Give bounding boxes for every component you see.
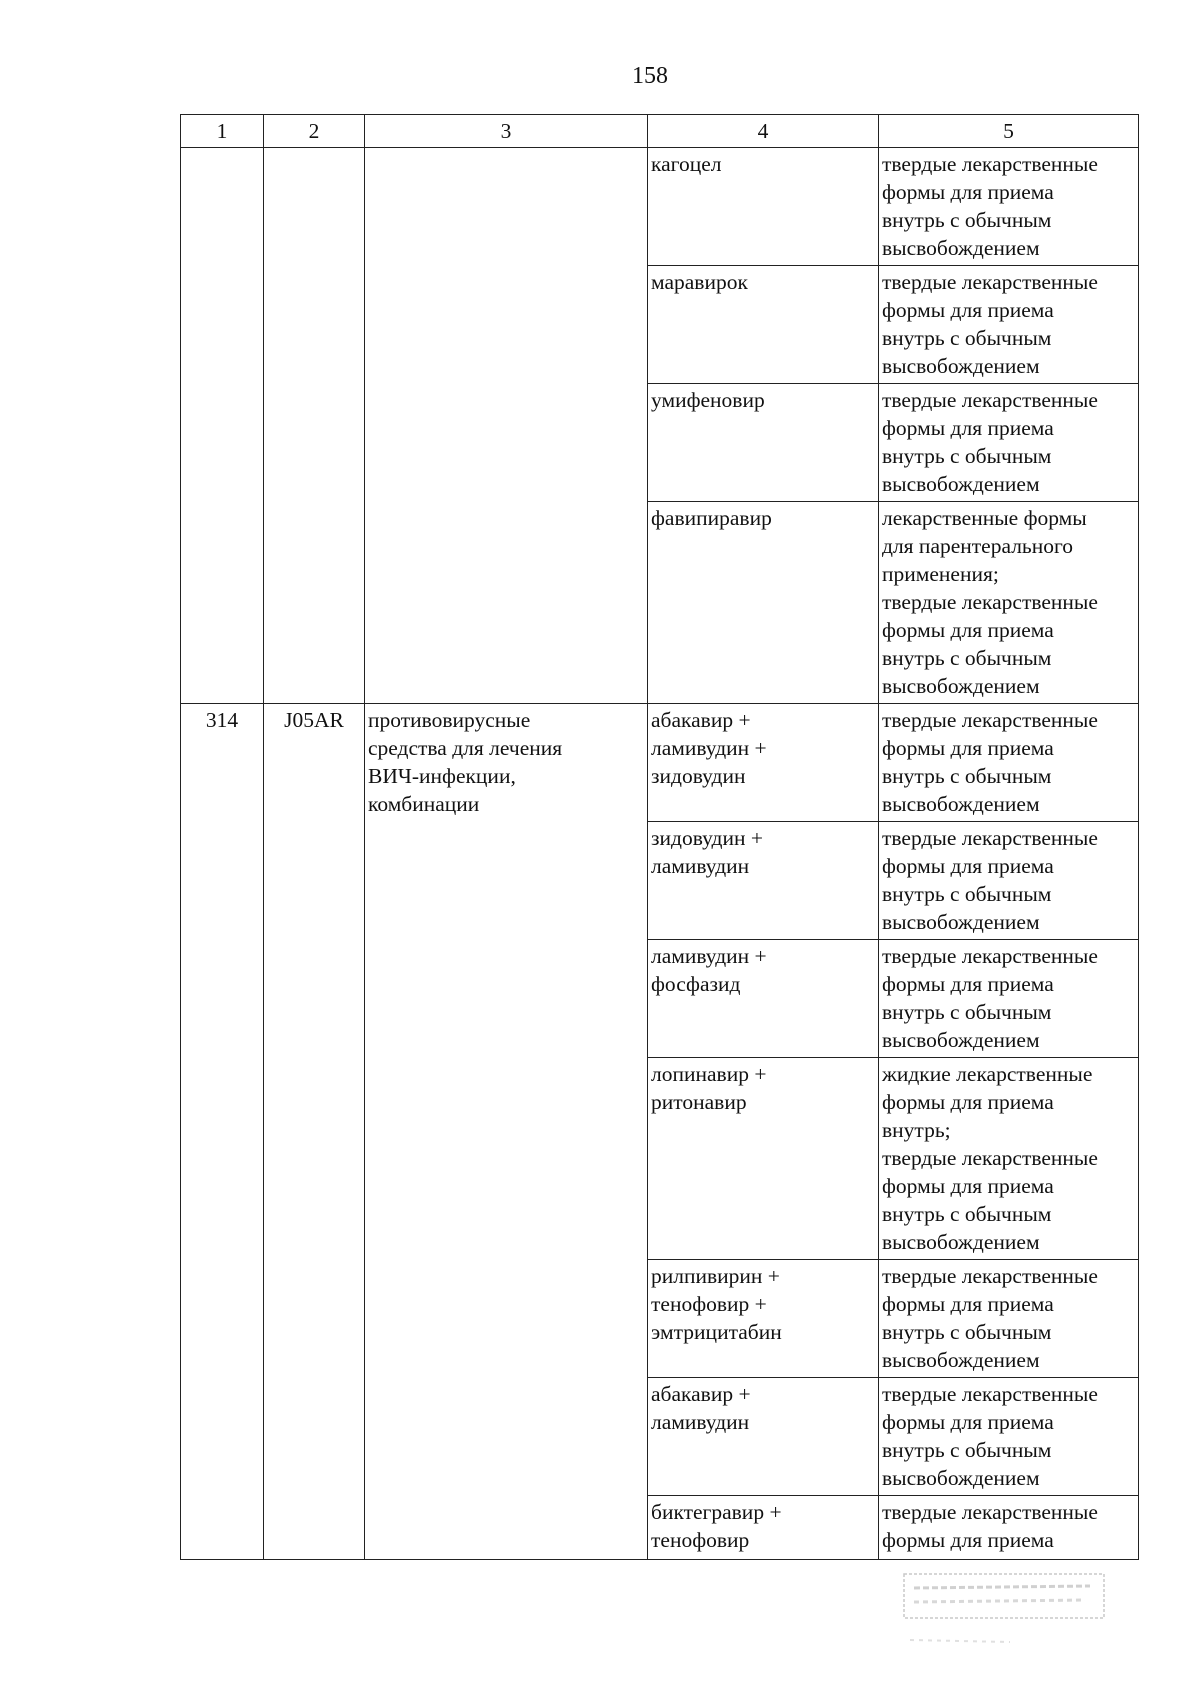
empty-code-cell (264, 148, 365, 704)
header-row (181, 115, 1139, 148)
column-header-5: 5 (879, 115, 1139, 148)
dosage-form-cell: твердые лекарственные формы для приема внутрь с обычным высвобождением (879, 940, 1139, 1058)
drug-name-cell: умифеновир (648, 384, 879, 502)
dosage-form-cell: твердые лекарственные формы для приема внутрь с обычным высвобождением (879, 384, 1139, 502)
table-row (181, 148, 1139, 266)
drug-name-cell: зидовудин + ламивудин (648, 822, 879, 940)
stamp-mark (900, 1570, 1110, 1660)
dosage-form-cell: твердые лекарственные формы для приема внутрь с обычным высвобождением (879, 148, 1139, 266)
drug-name-cell: фавипиравир (648, 502, 879, 704)
column-header-3: 3 (365, 115, 648, 148)
empty-group-name-cell (365, 148, 648, 704)
group-number-cell: 314 (181, 704, 264, 1560)
group-name-cell: противовирусные средства для лечения ВИЧ-инфекции, комбинации (365, 704, 648, 1560)
page-number: 158 (632, 63, 668, 89)
dosage-form-cell: твердые лекарственные формы для приема внутрь с обычным высвобождением (879, 822, 1139, 940)
dosage-form-cell: твердые лекарственные формы для приема (879, 1496, 1139, 1560)
drug-name-cell: биктегравир + тенофовир (648, 1496, 879, 1560)
drug-name-cell: маравирок (648, 266, 879, 384)
drug-name-cell: кагоцел (648, 148, 879, 266)
dosage-form-cell: жидкие лекарственные формы для приема внутрь; твердые лекарственные формы для приема внутрь с обычным высвобождением (879, 1058, 1139, 1260)
table-row (181, 704, 1139, 822)
dosage-form-cell: лекарственные формы для парентерального применения; твердые лекарственные формы для приема внутрь с обычным высвобождением (879, 502, 1139, 704)
drug-name-cell: ламивудин + фосфазид (648, 940, 879, 1058)
column-header-2: 2 (264, 115, 365, 148)
drug-name-cell: лопинавир + ритонавир (648, 1058, 879, 1260)
empty-number-cell (181, 148, 264, 704)
column-header-4: 4 (648, 115, 879, 148)
dosage-form-cell: твердые лекарственные формы для приема внутрь с обычным высвобождением (879, 266, 1139, 384)
drug-name-cell: абакавир + ламивудин + зидовудин (648, 704, 879, 822)
dosage-form-cell: твердые лекарственные формы для приема внутрь с обычным высвобождением (879, 1260, 1139, 1378)
drug-table (180, 114, 1139, 1560)
dosage-form-cell: твердые лекарственные формы для приема внутрь с обычным высвобождением (879, 704, 1139, 822)
atc-code-cell: J05AR (264, 704, 365, 1560)
column-header-1: 1 (181, 115, 264, 148)
drug-name-cell: рилпивирин + тенофовир + эмтрицитабин (648, 1260, 879, 1378)
drug-name-cell: абакавир + ламивудин (648, 1378, 879, 1496)
dosage-form-cell: твердые лекарственные формы для приема внутрь с обычным высвобождением (879, 1378, 1139, 1496)
